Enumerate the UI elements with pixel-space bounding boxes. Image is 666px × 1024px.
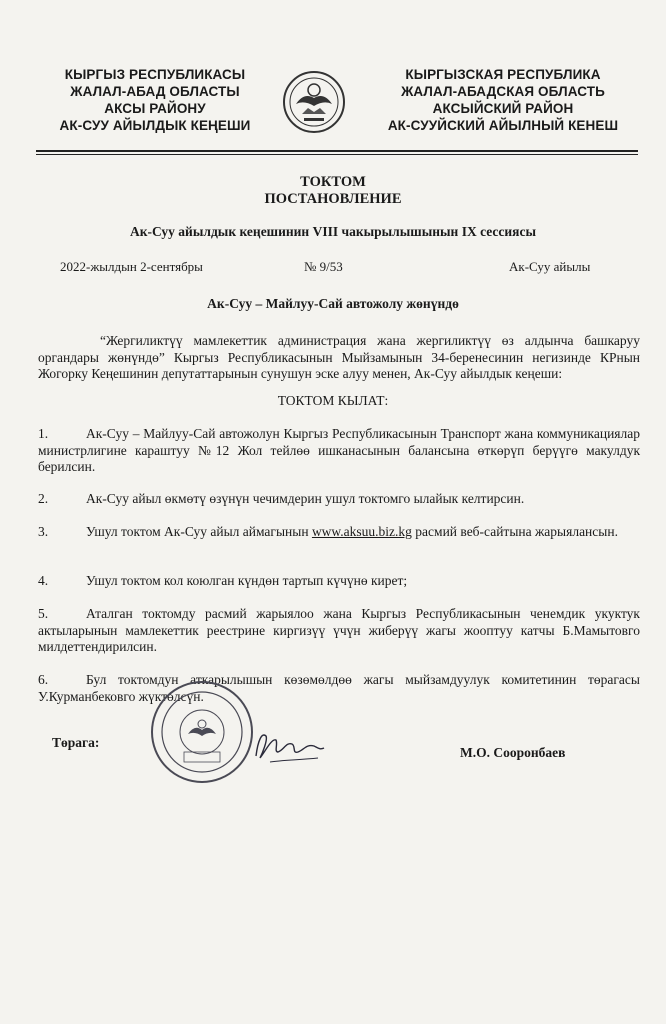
decree-heading: ТОКТОМ КЫЛАТ:	[277, 393, 389, 408]
item-text: Ушул токтом кол коюлган күндөн тартып күчүнө кирет;	[86, 573, 408, 588]
document-subject: Ак-Суу – Майлуу-Сай автожолу жөнүндө	[207, 296, 459, 311]
header-right-russian	[368, 66, 638, 134]
header-divider	[36, 150, 638, 152]
decree-item-1	[38, 426, 640, 476]
chairman-label: Төрага:	[52, 735, 100, 750]
header-left-line: АК-СУУ АЙЫЛДЫК КЕҢЕШИ	[59, 118, 251, 133]
header-left-kyrgyz	[40, 66, 270, 134]
item-number: 2.	[38, 491, 49, 506]
item-text: Ак-Суу – Майлуу-Сай автожолун Кыргыз Республикасынын Транспорт жана коммуникациялар министрлигине караштуу №12 Жол тейлөө ишканасынын балансына өткөрүп берүүгө макулдук берилсин.	[38, 426, 640, 474]
item-number: 5.	[38, 606, 49, 621]
session-line: Ак-Суу айылдык кеңешинин VIII чакырылышынын IX сессиясы	[130, 224, 536, 239]
header-left-line: КЫРГЫЗ РЕСПУБЛИКАСЫ	[64, 67, 246, 82]
decree-item-2	[38, 491, 640, 508]
header-divider-thin	[36, 154, 638, 155]
item-text-before: Ушул токтом Ак-Суу айыл аймагынын	[86, 524, 312, 539]
state-emblem-icon	[282, 70, 346, 134]
chairman-name: М.О. Сооронбаев	[460, 745, 566, 760]
header-right-line: КЫРГЫЗСКАЯ РЕСПУБЛИКА	[405, 67, 601, 82]
decree-item-6	[38, 672, 640, 705]
header-right-line: АКСЫЙСКИЙ РАЙОН	[432, 101, 574, 116]
header-right-line: АК-СУУЙСКИЙ АЙЫЛНЫЙ КЕНЕШ	[387, 118, 619, 133]
document-title-kg: ТОКТОМ	[300, 174, 366, 190]
official-stamp-icon	[150, 680, 254, 784]
decree-item-3	[38, 524, 640, 541]
item-number: 6.	[38, 672, 49, 687]
document-date: 2022-жылдын 2-сентябры	[60, 259, 203, 274]
item-text-after: расмий веб-сайтына жарыялансын.	[411, 524, 618, 539]
handwritten-signature-icon	[248, 722, 328, 770]
header-left-line: ЖАЛАЛ-АБАД ОБЛАСТЫ	[70, 84, 240, 99]
header-right-line: ЖАЛАЛ-АБАДСКАЯ ОБЛАСТЬ	[401, 84, 605, 99]
document-place: Ак-Суу айылы	[509, 259, 591, 274]
item-text: Ак-Суу айыл өкмөтү өзүнүн чечимдерин ушул токтомго ылайык келтирсин.	[86, 491, 525, 506]
item-number: 4.	[38, 573, 49, 588]
item-number: 1.	[38, 426, 49, 441]
item-number: 3.	[38, 524, 49, 539]
document-number: № 9/53	[304, 259, 343, 274]
header-left-line: АКСЫ РАЙОНУ	[104, 101, 206, 116]
item-text: Бул токтомдун аткарылышын көзөмөлдөө жагы мыйзамдуулук комитетинин төрагасы У.Курманбековго жүктөлсүн.	[38, 672, 640, 704]
intro-paragraph: “Жергиликтүү мамлекеттик администрация жана жергиликтүү өз алдынча башкаруу органдары жөнүндө” Кыргыз Республикасынын Мыйзамынын 34-беренесинин негизинде КРнын Жогорку Кеңешинин депутаттарынын сунушун эске алуу менен, Ак-Суу айылдык кеңеши:	[38, 333, 640, 381]
document-title-ru: ПОСТАНОВЛЕНИЕ	[264, 191, 402, 207]
item-text: Аталган токтомду расмий жарыялоо жана Кыргыз Республикасынын ченемдик укуктук актыларынын мамлекеттик реестрине киргизүү үчүн жиберүү жагы жооптуу катчы Б.Мамытовго милдеттендирилсин.	[38, 606, 640, 654]
decree-item-5	[38, 606, 640, 656]
website-link[interactable]: www.aksuu.biz.kg	[311, 524, 412, 539]
decree-item-4	[38, 573, 640, 590]
